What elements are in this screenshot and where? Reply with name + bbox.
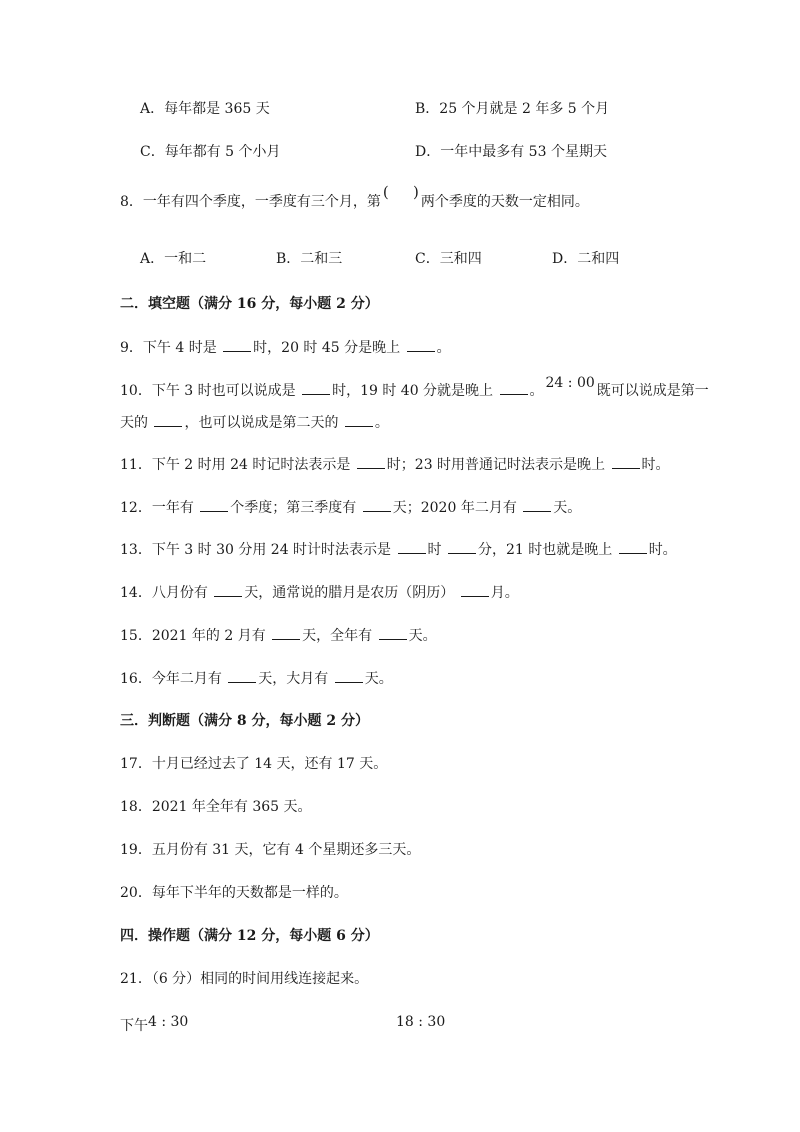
question-10-line-1: 10．下午 3 时也可以说成是 时，19 时 40 分就是晚上 。 24 : 00 既可以说成是第一 (120, 375, 709, 399)
answer-blank[interactable] (461, 582, 489, 597)
answer-blank[interactable] (379, 625, 407, 640)
q7-option-b: B．25 个月就是 2 年多 5 个月 (415, 101, 610, 117)
question-17: 17．十月已经过去了 14 天，还有 17 天。 (120, 756, 388, 772)
answer-blank[interactable] (154, 412, 182, 427)
q7-option-d: D．一年中最多有 53 个星期天 (415, 144, 607, 160)
answer-blank[interactable] (200, 497, 228, 512)
answer-blank[interactable] (500, 380, 528, 395)
question-16: 16．今年二月有 天，大月有 天。 (120, 668, 393, 689)
answer-blank[interactable] (448, 539, 476, 554)
q8-option-b: B．二和三 (276, 251, 343, 267)
answer-blank[interactable] (398, 539, 426, 554)
answer-blank[interactable] (302, 380, 330, 395)
q8-option-c: C．三和四 (415, 251, 482, 267)
answer-parentheses: ( ) (382, 183, 419, 201)
section-3-heading: 三．判断题（满分 8 分，每小题 2 分） (120, 713, 369, 729)
question-18: 18．2021 年全年有 365 天。 (120, 799, 312, 815)
answer-blank[interactable] (363, 497, 391, 512)
answer-blank[interactable] (335, 668, 363, 683)
answer-blank[interactable] (619, 539, 647, 554)
question-13: 13．下午 3 时 30 分用 24 时计时法表示是 时 分，21 时也就是晚上 时。 (120, 539, 677, 560)
q21-left-time: 下午4 : 30 (120, 1014, 189, 1034)
question-10-line-2: 天的 ，也可以说成是第二天的 。 (120, 412, 389, 433)
answer-blank[interactable] (345, 412, 373, 427)
answer-blank[interactable] (523, 497, 551, 512)
q8-option-a: A．一和二 (140, 251, 207, 267)
answer-blank[interactable] (272, 625, 300, 640)
question-12: 12．一年有 个季度；第三季度有 天；2020 年二月有 天。 (120, 497, 581, 518)
answer-blank[interactable] (407, 337, 435, 352)
answer-blank[interactable] (228, 668, 256, 683)
question-9: 9．下午 4 时是 时，20 时 45 分是晚上 。 (120, 337, 451, 358)
q8-text-after: 两个季度的天数一定相同。 (420, 194, 589, 210)
answer-blank[interactable] (612, 454, 640, 469)
question-11: 11．下午 2 时用 24 时记时法表示是 时；23 时用普通记时法表示是晚上 时。 (120, 454, 670, 475)
q8-text-before: 8．一年有四个季度，一季度有三个月，第 (120, 194, 381, 210)
q8-option-d: D．二和四 (552, 251, 620, 267)
answer-blank[interactable] (214, 582, 242, 597)
answer-blank[interactable] (223, 337, 251, 352)
section-4-heading: 四．操作题（满分 12 分，每小题 6 分） (120, 928, 379, 944)
time-24-00: 24 : 00 (545, 375, 595, 391)
section-2-heading: 二．填空题（满分 16 分，每小题 2 分） (120, 296, 379, 312)
q7-option-c: C．每年都有 5 个小月 (140, 144, 281, 160)
q21-right-time: 18 : 30 (396, 1014, 446, 1030)
q7-option-a: A．每年都是 365 天 (140, 101, 270, 117)
question-19: 19．五月份有 31 天，它有 4 个星期还多三天。 (120, 842, 421, 858)
question-15: 15．2021 年的 2 月有 天，全年有 天。 (120, 625, 437, 646)
question-21: 21．（6 分）相同的时间用线连接起来。 (120, 971, 369, 987)
question-8 (120, 183, 589, 212)
answer-blank[interactable] (357, 454, 385, 469)
question-14: 14．八月份有 天，通常说的腊月是农历（阴历） 月。 (120, 582, 519, 603)
question-20: 20．每年下半年的天数都是一样的。 (120, 885, 348, 901)
